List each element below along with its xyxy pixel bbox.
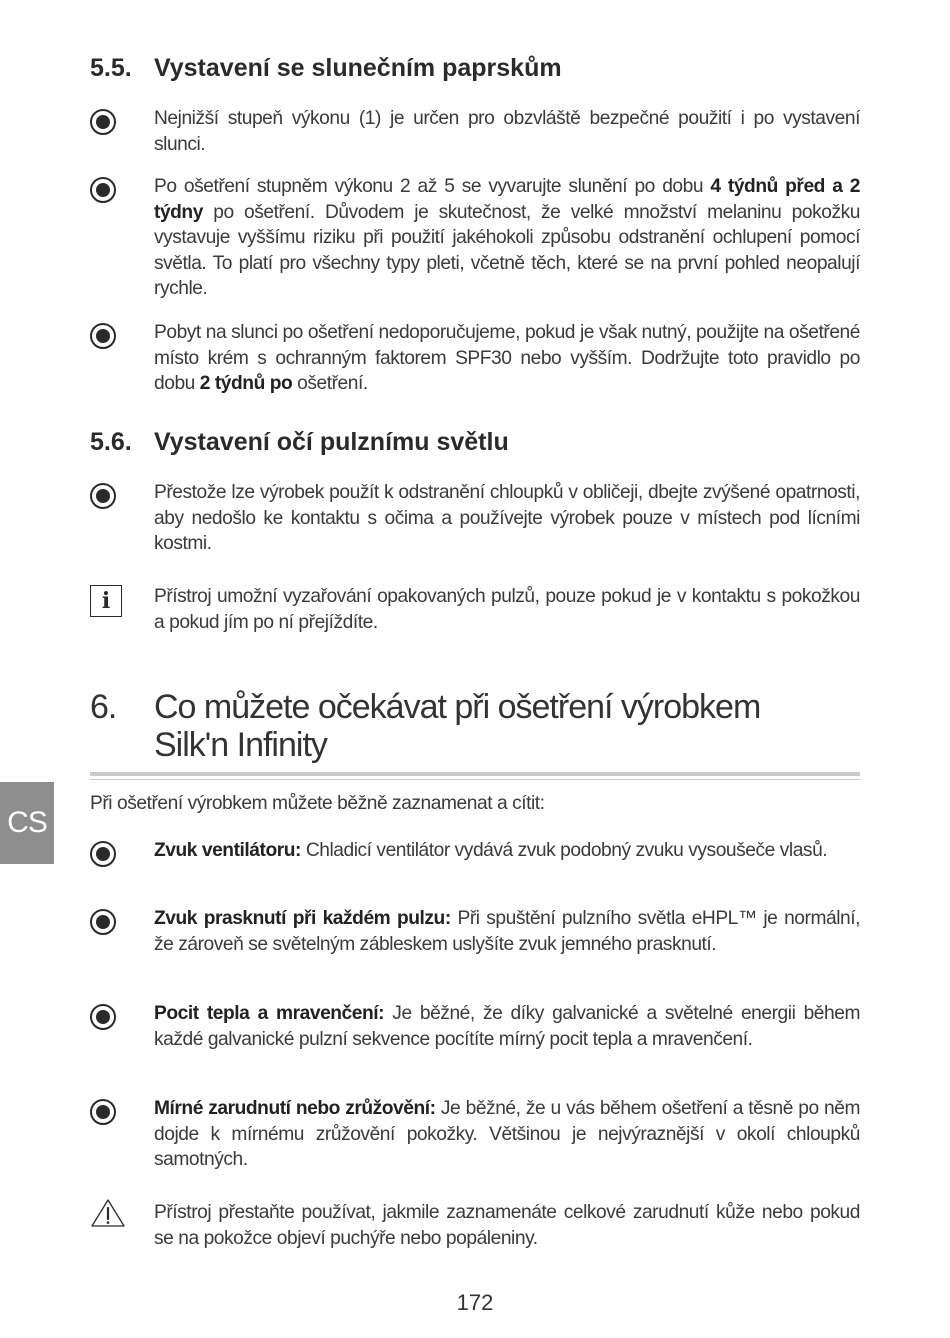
- text-fragment: po ošetření. Důvodem je skutečnost, že velké množství melaninu pokožku vystavuje vyššímu riziku při použití jakéhokoli způsobu odstranění ochlupení pomocí světla. To platí pro všechny typy pleti, včetně těch, které se na první pohled neopalují rychle.: [154, 201, 860, 299]
- bold-text: Mírné zarudnutí nebo zrůžovění:: [154, 1098, 436, 1119]
- text-fragment: Přestože lze výrobek použít k odstranění chloupků v obličeji, dbejte zvýšené opatrnosti, aby nedošlo ke kontaktu s očima a používejte výrobek pouze v místech pod lícními kostmi.: [154, 482, 860, 554]
- item-text: [154, 584, 860, 635]
- list-item: [90, 174, 860, 302]
- bold-text: Zvuk ventilátoru:: [154, 840, 301, 861]
- list-item: [90, 1096, 860, 1173]
- list-item: [90, 106, 860, 157]
- list-item: [90, 320, 860, 397]
- text-fragment: Nejnižší stupeň výkonu (1) je určen pro obzvláště bezpečné použití i po vystavení slunci.: [154, 108, 860, 155]
- item-text: [154, 480, 860, 557]
- intro-text: Při ošetření výrobkem můžete běžně zaznamenat a cítit:: [90, 793, 545, 814]
- bullet-icon: [90, 483, 118, 511]
- list-item: [90, 838, 860, 864]
- text-fragment: Je běžné, že díky galvanické a světelné energii během každé galvanické pulzní sekvence pocítíte mírný pocit tepla a mravenčení.: [154, 1003, 861, 1050]
- text-fragment: Je běžné, že u vás během ošetření a těsně po něm dojde k mírnému zrůžovění pokožky. Většinou je nejvýraznější v okolí chloupků samotných.: [154, 1098, 860, 1170]
- divider: [90, 772, 860, 776]
- item-text: [154, 906, 860, 957]
- chapter-number: 6.: [90, 688, 117, 726]
- text-fragment: Přístroj umožní vyzařování opakovaných pulzů, pouze pokud je v kontaktu s pokožkou a pokud jím po ní přejíždíte.: [154, 586, 860, 633]
- text-fragment: Při spuštění pulzního světla eHPL™ je normální, že zároveň se světelným zábleskem uslyšíte zvuk jemného prasknutí.: [154, 908, 861, 955]
- list-item: [90, 1001, 860, 1052]
- text-fragment: Po ošetření stupněm výkonu 2 až 5 se vyvarujte slunění po dobu: [154, 176, 711, 197]
- item-text: [154, 1096, 860, 1173]
- section-title: Vystavení se slunečním paprskům: [154, 54, 562, 82]
- text-fragment: Přístroj přestaňte používat, jakmile zaznamenáte celkové zarudnutí kůže nebo pokud se na pokožce objeví puchýře nebo popáleniny.: [154, 1202, 860, 1249]
- bullet-icon: [90, 1099, 118, 1127]
- bullet-icon: [90, 109, 118, 137]
- warning-icon: [90, 1198, 126, 1230]
- bullet-icon: [90, 1004, 118, 1032]
- section-title: Vystavení očí pulznímu světlu: [154, 428, 509, 456]
- section-number: 5.5.: [90, 54, 132, 82]
- page-number: 172: [456, 1290, 494, 1315]
- bold-text: 4 týdnů před a 2 týdny: [154, 176, 860, 223]
- language-tab: CS: [0, 782, 54, 864]
- text-fragment: Pobyt na slunci po ošetření nedoporučujeme, pokud je však nutný, použijte na ošetřené místo krém s ochranným faktorem SPF30 nebo vyšším. Dodržujte toto pravidlo po dobu: [154, 322, 860, 394]
- bold-text: Zvuk prasknutí při každém pulzu:: [154, 908, 451, 929]
- bullet-icon: [90, 177, 118, 205]
- list-item: [90, 906, 860, 957]
- item-text: [154, 838, 860, 864]
- text-fragment: ošetření.: [292, 373, 368, 394]
- bullet-icon: [90, 909, 118, 937]
- item-text: [154, 1200, 860, 1251]
- info-note: [90, 584, 860, 635]
- section-5-5-heading: [90, 54, 562, 83]
- bold-text: 2 týdnů po: [199, 373, 293, 394]
- info-icon: i: [90, 585, 118, 613]
- section-number: 5.6.: [90, 428, 132, 456]
- bold-text: Pocit tepla a mravenčení:: [154, 1003, 385, 1024]
- item-text: [154, 320, 860, 397]
- bullet-icon: [90, 323, 118, 351]
- bullet-icon: [90, 841, 118, 869]
- divider: [90, 779, 860, 780]
- chapter-title-line2: Silk'n Infinity: [154, 726, 327, 764]
- chapter-title-line1: Co můžete očekávat při ošetření výrobkem: [154, 688, 761, 726]
- section-5-6-heading: [90, 428, 509, 457]
- warning-note: [90, 1200, 860, 1251]
- item-text: [154, 174, 860, 302]
- chapter-heading: [90, 688, 860, 764]
- text-fragment: Chladicí ventilátor vydává zvuk podobný zvuku vysoušeče vlasů.: [300, 840, 828, 861]
- item-text: [154, 1001, 860, 1052]
- list-item: [90, 480, 860, 557]
- item-text: [154, 106, 860, 157]
